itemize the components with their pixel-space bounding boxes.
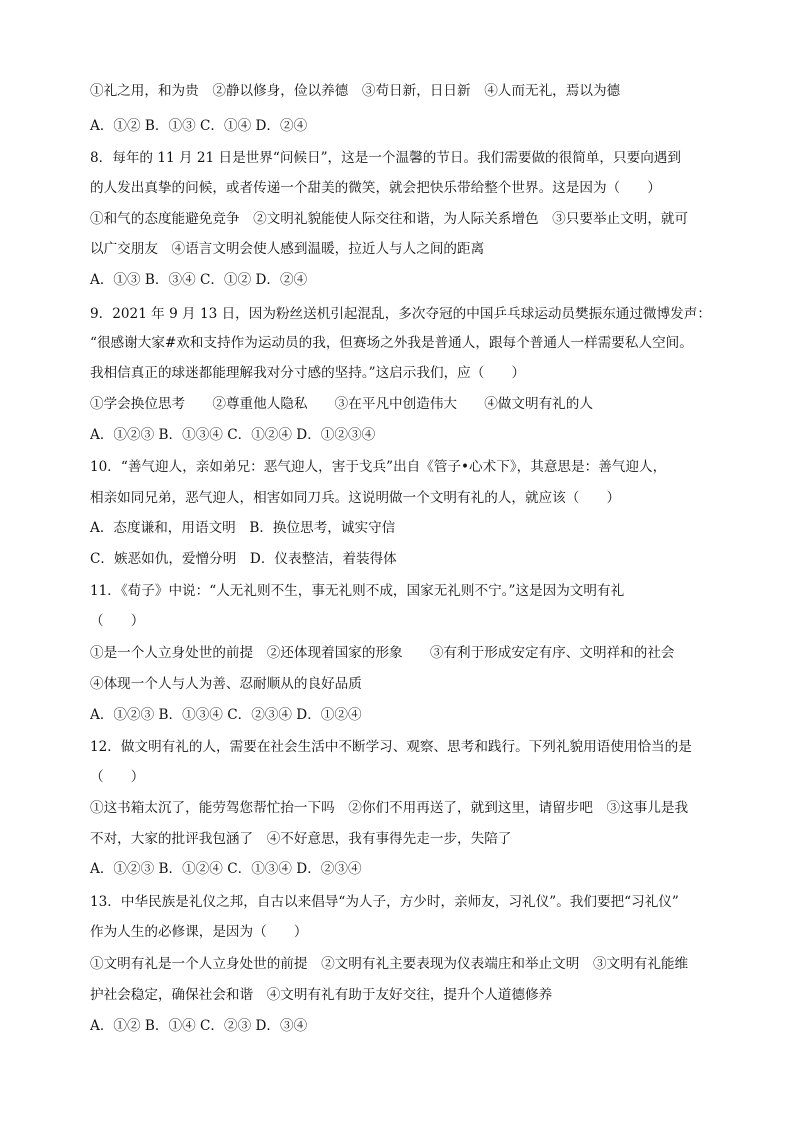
q11-options-line-2: ④体现一个人与人为善、忍耐顺从的良好品质 xyxy=(90,676,362,692)
q7-answer-choices: A．①② B．①③ C．①④ D．②④ xyxy=(90,118,308,134)
q9-options-line: ①学会换位思考 ②尊重他人隐私 ③在平凡中创造伟大 ④做文明有礼的人 xyxy=(90,396,593,412)
q7-options-line: ①礼之用，和为贵 ②静以修身，俭以养德 ③苟日新，日日新 ④人而无礼，焉以为德 xyxy=(90,83,621,99)
q13-options-line-1: ①文明有礼是一个人立身处世的前提 ②文明有礼主要表现为仪表端庄和举止文明 ③文明有礼能维 xyxy=(90,956,689,972)
q12-options-line-2: 不对，大家的批评我包涵了 ④不好意思，我有事得先走一步，失陪了 xyxy=(90,831,512,847)
q12-stem-blank: （ ） xyxy=(90,769,145,785)
q12-stem-line-1: 12．做文明有礼的人，需要在社会生活中不断学习、观察、思考和践行。下列礼貌用语使用恰当的是 xyxy=(90,739,692,755)
q9-stem-line-3: 我相信真正的球迷都能理解我对分寸感的坚持。”这启示我们，应（ ） xyxy=(90,365,526,381)
q8-options-line-1: ①和气的态度能避免竞争 ②文明礼貌能使人际交往和谐，为人际关系增色 ③只要举止文明，就可 xyxy=(90,211,689,227)
q13-answer-choices: A．①② B．①④ C．②③ D．③④ xyxy=(90,1018,308,1034)
q13-stem-line-2: 作为人生的必修课，是因为（ ） xyxy=(90,924,308,940)
q10-choices-cd: C．嫉恶如仇，爱憎分明 D．仪表整洁，着装得体 xyxy=(90,551,397,567)
q9-answer-choices: A．①②③ B．①③④ C．①②④ D．①②③④ xyxy=(90,427,376,443)
q11-answer-choices: A．①②③ B．①③④ C．②③④ D．①②④ xyxy=(90,707,362,723)
q8-answer-choices: A．①③ B．③④ C．①② D．②④ xyxy=(90,272,308,288)
q11-options-line-1: ①是一个人立身处世的前提 ②还体现着国家的形象 ③有利于形成安定有序、文明祥和的社会 xyxy=(90,645,675,661)
q10-stem-line-1: 10．“善气迎人，亲如弟兄：恶气迎人，害于戈兵”出自《管子•心术下》，其意思是：善气迎人， xyxy=(90,459,667,475)
q10-choices-ab: A．态度谦和，用语文明 B．换位思考，诚实守信 xyxy=(90,520,396,536)
q10-stem-line-2: 相亲如同兄弟，恶气迎人，相害如同刀兵。这说明做一个文明有礼的人，就应该（ ） xyxy=(90,490,621,506)
q8-options-line-2: 以广交朋友 ④语言文明会使人感到温暖，拉近人与人之间的距离 xyxy=(90,241,485,257)
q8-stem-line-1: 8．每年的 11 月 21 日是世界“问候日”，这是一个温馨的节日。我们需要做的很简单，只要向遇到 xyxy=(90,150,681,166)
q8-stem-line-2: 的人发出真挚的问候，或者传递一个甜美的微笑，就会把快乐带给整个世界。这是因为（ ） xyxy=(90,180,661,196)
q13-stem-line-1: 13．中华民族是礼仪之邦，自古以来倡导“为人子，方少时，亲师友，习礼仪”。我们要把“习礼仪” xyxy=(90,894,679,910)
q12-answer-choices: A．①②③ B．①②④ C．①③④ D．②③④ xyxy=(90,861,362,877)
q9-stem-line-1: 9．2021 年 9 月 13 日，因为粉丝送机引起混乱，多次夺冠的中国乒乓球运动员樊振东通过微博发声： xyxy=(90,306,711,322)
q12-options-line-1: ①这书箱太沉了，能劳驾您帮忙抬一下吗 ②你们不用再送了，就到这里，请留步吧 ③这事儿是我 xyxy=(90,800,689,816)
q11-stem-line-1: 11．《荀子》中说：“人无礼则不生，事无礼则不成，国家无礼则不宁。”这是因为文明有礼 xyxy=(90,583,625,599)
q9-stem-line-2: “很感谢大家#欢和支持作为运动员的我，但赛场之外我是普通人，跟每个普通人一样需要私人空间。 xyxy=(90,335,693,351)
q13-options-line-2: 护社会稳定，确保社会和谐 ④文明有礼有助于友好交往，提升个人道德修养 xyxy=(90,987,553,1003)
q11-stem-blank: （ ） xyxy=(90,613,145,629)
